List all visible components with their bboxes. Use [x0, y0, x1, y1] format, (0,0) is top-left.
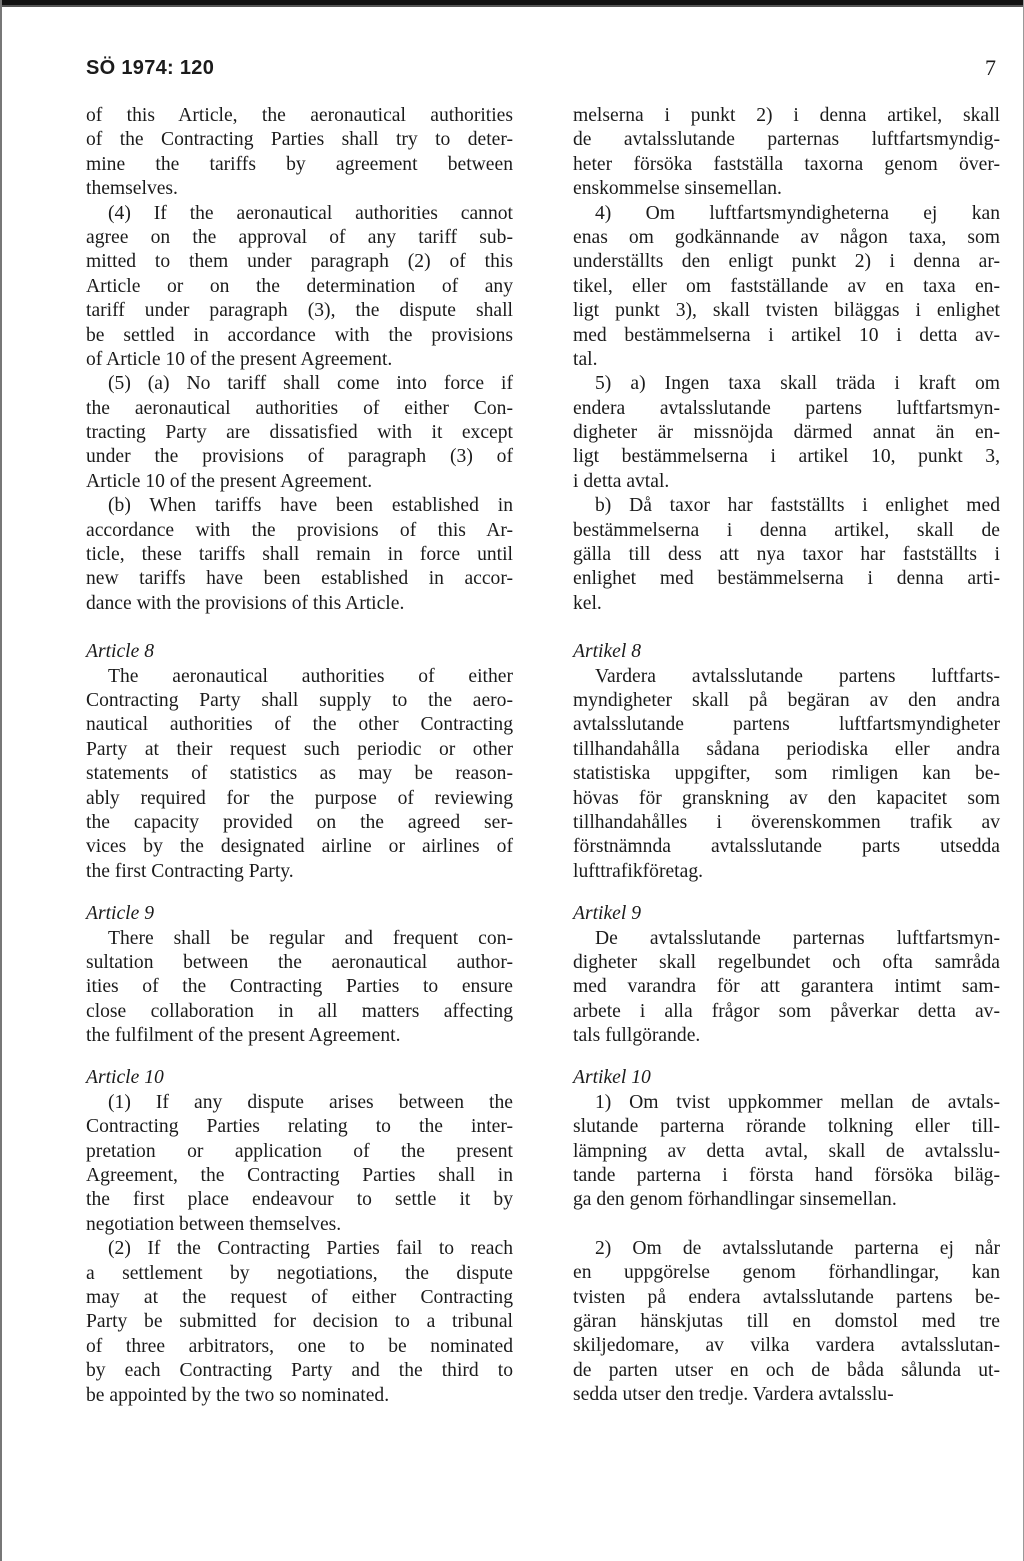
text-line: of this Article, the aeronautical authorities — [86, 105, 513, 126]
text-line: tals fullgörande. — [573, 1025, 701, 1047]
text-line: Agreement, the Contracting Parties shall in — [86, 1165, 513, 1187]
text-line: may at the request of either Contracting — [86, 1286, 513, 1308]
text-line: vices by the designated airline or airlines of — [86, 836, 513, 858]
text-line: slutande parterna rörande tolkning eller till- — [573, 1116, 1000, 1138]
text-line: digheter är missnöjda därmed annat än en- — [573, 422, 1000, 444]
text-line: The aeronautical authorities of either — [108, 665, 513, 687]
text-line: Contracting Party shall supply to the aero- — [86, 689, 513, 711]
document-reference: SÖ 1974: 120 — [86, 57, 215, 79]
text-line: Article or on the determination of any — [86, 275, 513, 297]
text-line: of the Contracting Parties shall try to deter- — [86, 129, 513, 151]
text-line: close collaboration in all matters affecting — [86, 1000, 513, 1022]
text-line: accordance with the provisions of this Ar- — [86, 519, 513, 541]
paragraph — [86, 665, 513, 885]
text-line: the aeronautical authorities of either Con- — [86, 397, 513, 419]
text-line: ities of the Contracting Parties to ensure — [86, 976, 513, 998]
text-line: tal. — [573, 348, 598, 370]
page-number: 7 — [985, 55, 996, 80]
text-line: Party be submitted for decision to a tribunal — [86, 1311, 513, 1333]
text-line: avtalsslutande partens luftfartsmyndigheter — [573, 714, 1000, 736]
paragraph — [86, 927, 513, 1049]
text-line: heter försöka fastställa taxorna genom över- — [573, 153, 1000, 175]
text-line: (5) (a) No tariff shall come into force if — [108, 373, 513, 395]
text-line: tillhandahålla sådana periodiska eller andra — [573, 738, 1000, 760]
text-line: ligt punkt 3), skall tvisten biläggas i enlighet — [573, 300, 1000, 322]
text-line: ably required for the purpose of reviewing — [86, 787, 513, 809]
text-line: med bestämmelserna i artikel 10 i detta av- — [573, 324, 1000, 346]
text-line: hövas för granskning av den kapacitet som — [573, 787, 1000, 809]
text-line: de parten utser en och de båda sålunda ut- — [573, 1359, 1000, 1381]
text-line: nautical authorities of the other Contracting — [86, 714, 513, 736]
text-line: i detta avtal. — [573, 470, 670, 492]
text-line: themselves. — [86, 178, 178, 200]
text-line: Article 10 of the present Agreement. — [86, 470, 373, 492]
text-line: myndigheter skall på begäran av den andra — [573, 689, 1000, 711]
artikel-8-heading: Artikel 8 — [573, 641, 642, 663]
artikel-10-heading: Artikel 10 — [573, 1067, 651, 1089]
top-rule-shadow — [0, 5, 1024, 7]
text-line: agree on the approval of any tariff sub- — [86, 226, 513, 248]
text-line: kel. — [573, 592, 602, 614]
english-column — [86, 104, 513, 1408]
text-line: a settlement by negotiations, the dispute — [86, 1262, 513, 1284]
text-line: 1) Om tvist uppkommer mellan de avtals- — [595, 1091, 1000, 1113]
text-line: ticle, these tariffs shall remain in force until — [86, 544, 513, 566]
text-line: Contracting Parties relating to the inter- — [86, 1116, 513, 1138]
text-line: be settled in accordance with the provisions — [86, 324, 513, 346]
text-line: of Article 10 of the present Agreement. — [86, 348, 393, 370]
artikel-9-heading: Artikel 9 — [573, 903, 642, 925]
paragraph — [573, 372, 1000, 494]
text-line: gälla till dess att nya taxor har fastställts i — [573, 544, 1000, 566]
paragraph — [573, 927, 1000, 1049]
text-line: tande parterna i första hand försöka biläg- — [573, 1165, 1000, 1187]
text-line: There shall be regular and frequent con- — [108, 927, 513, 949]
text-line: by each Contracting Party and the third to — [86, 1360, 513, 1382]
text-line: be appointed by the two so nominated. — [86, 1384, 390, 1406]
left-page-edge — [0, 0, 2, 1561]
paragraph — [573, 104, 1000, 202]
text-line: statements of statistics as may be reason- — [86, 763, 513, 785]
text-line: skiljedomare, av vilka vardera avtalsslutan- — [573, 1335, 1000, 1357]
text-line: dance with the provisions of this Article. — [86, 592, 405, 614]
text-line: lufttrafikföretag. — [573, 860, 704, 882]
article-9-heading: Article 9 — [86, 903, 155, 925]
text-line: the fulfilment of the present Agreement. — [86, 1025, 401, 1047]
text-line: negotiation between themselves. — [86, 1213, 342, 1235]
paragraph — [86, 494, 513, 616]
paragraph — [573, 1237, 1000, 1408]
text-line: arbete i alla frågor som påverkar detta av- — [573, 1000, 1000, 1022]
text-line: of three arbitrators, one to be nominated — [86, 1335, 513, 1357]
paragraph — [573, 1091, 1000, 1213]
text-line: enas om godkännande av någon taxa, som — [573, 226, 1000, 248]
text-line: mitted to them under paragraph (2) of this — [86, 251, 513, 273]
text-line: 2) Om de avtalsslutande parterna ej når — [595, 1237, 1000, 1259]
text-line: mine the tariffs by agreement between — [86, 153, 513, 175]
text-line: digheter skall regelbundet och ofta samråda — [573, 951, 1000, 973]
swedish-column — [573, 104, 1000, 1408]
text-line: tvisten på endera avtalsslutande partens be- — [573, 1286, 1000, 1308]
paragraph — [86, 1091, 513, 1237]
paragraph — [86, 1237, 513, 1408]
text-line: tikel, eller om fastställande av en taxa en- — [573, 275, 1000, 297]
text-line: Vardera avtalsslutande partens luftfarts- — [595, 665, 1000, 687]
text-line: underställts den enligt punkt 2) i denna ar- — [573, 251, 1000, 273]
text-line: (2) If the Contracting Parties fail to reach — [108, 1238, 513, 1260]
paragraph — [573, 494, 1000, 616]
text-line: ligt bestämmelserna i artikel 10, punkt 3, — [573, 446, 1000, 468]
text-line: b) Då taxor har fastställts i enlighet med — [595, 495, 1000, 517]
text-line: de avtalsslutande parternas luftfartsmyndig- — [573, 129, 1000, 151]
text-line: under the provisions of paragraph (3) of — [86, 446, 513, 468]
text-line: De avtalsslutande parternas luftfartsmyn- — [595, 927, 1000, 949]
text-line: the capacity provided on the agreed ser- — [86, 811, 513, 833]
text-line: Party at their request such periodic or other — [86, 738, 513, 760]
text-line: (4) If the aeronautical authorities cannot — [108, 202, 513, 224]
article-10-heading: Article 10 — [86, 1067, 164, 1089]
text-line: statistiska uppgifter, som rimligen kan be- — [573, 763, 1000, 785]
text-line: gäran hänskjutas till en domstol med tre — [573, 1310, 1000, 1332]
text-line: the first Contracting Party. — [86, 860, 294, 882]
text-line: endera avtalsslutande partens luftfartsmyn- — [573, 397, 1000, 419]
text-line: enskommelse sinsemellan. — [573, 178, 782, 200]
text-line: bestämmelserna i denna artikel, skall de — [573, 519, 1000, 541]
text-line: sultation between the aeronautical author- — [86, 951, 513, 973]
paragraph — [86, 104, 513, 202]
text-line: förstnämnda avtalsslutande parts utsedda — [573, 836, 1000, 858]
text-line: sedda utser den tredje. Vardera avtalsslu- — [573, 1384, 894, 1406]
text-line: tillhandahålles i överenskommen trafik av — [573, 811, 1000, 833]
paragraph — [86, 372, 513, 494]
article-8-heading: Article 8 — [86, 641, 155, 663]
text-line: 5) a) Ingen taxa skall träda i kraft om — [595, 373, 1000, 395]
paragraph — [573, 202, 1000, 373]
text-line: enlighet med bestämmelserna i denna arti- — [573, 568, 1000, 590]
text-line: med varandra för att garantera intimt sam- — [573, 976, 1000, 998]
text-line: the first place endeavour to settle it by — [86, 1189, 513, 1211]
text-line: en uppgörelse genom förhandlingar, kan — [573, 1262, 1000, 1284]
text-line: (1) If any dispute arises between the — [108, 1091, 513, 1113]
text-line: 4) Om luftfartsmyndigheterna ej kan — [595, 202, 1000, 224]
text-line: (b) When tariffs have been established in — [108, 495, 513, 517]
paragraph — [573, 665, 1000, 885]
text-line: pretation or application of the present — [86, 1140, 513, 1162]
text-line: tracting Party are dissatisfied with it except — [86, 422, 513, 444]
text-line: ga den genom förhandlingar sinsemellan. — [573, 1189, 897, 1211]
text-line: new tariffs have been established in accor- — [86, 568, 513, 590]
text-line: lämpning av detta avtal, skall de avtalsslu- — [573, 1140, 1000, 1162]
text-line: melserna i punkt 2) i denna artikel, skall — [573, 105, 1000, 126]
text-line: tariff under paragraph (3), the dispute shall — [86, 300, 513, 322]
paragraph — [86, 202, 513, 373]
